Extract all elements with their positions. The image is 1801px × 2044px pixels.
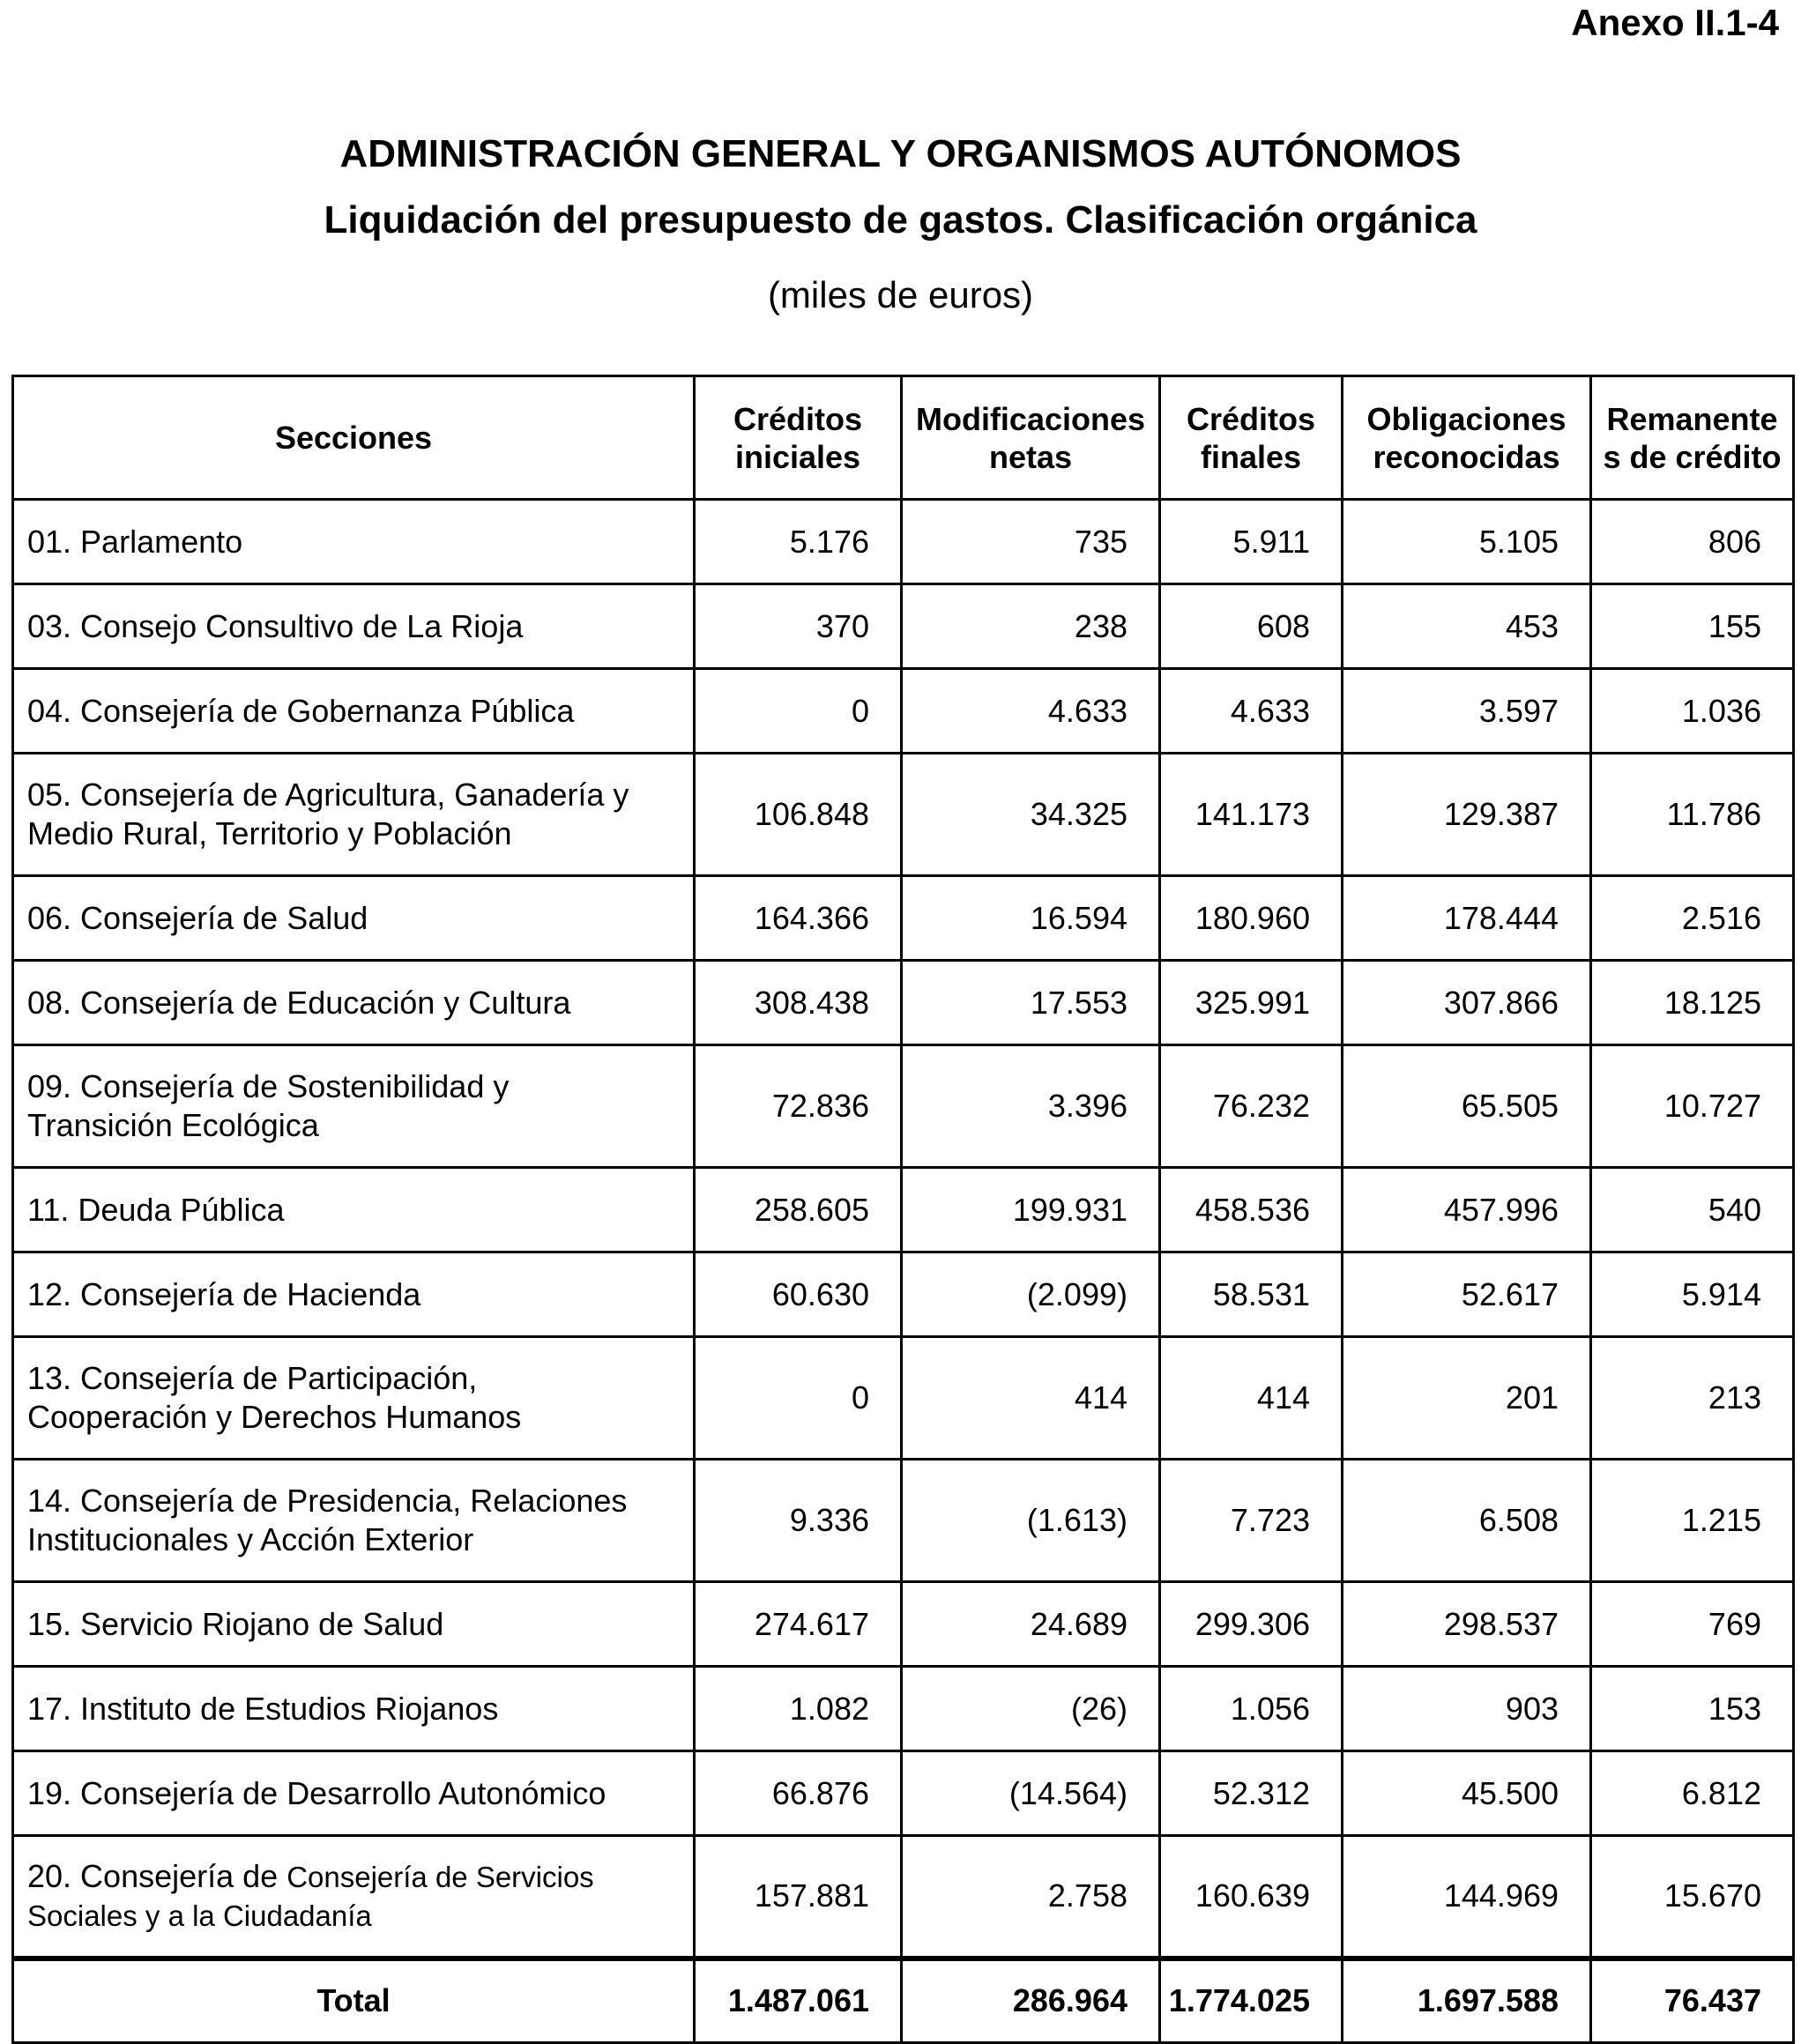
table-row	[13, 1045, 1794, 1168]
seccion-name-text: 06. Consejería de Salud	[27, 899, 368, 936]
obligaciones-reconocidas-cell: 129.387	[1343, 754, 1591, 876]
creditos-iniciales-cell: 0	[695, 1337, 902, 1460]
modificaciones-netas-cell: 17.553	[902, 961, 1160, 1045]
total-creditos-finales: 1.774.025	[1160, 1959, 1343, 2043]
modificaciones-netas-cell: 735	[902, 500, 1160, 584]
total-label: Total	[13, 1959, 695, 2043]
report-title: ADMINISTRACIÓN GENERAL Y ORGANISMOS AUTÓNOMOS	[339, 132, 1462, 175]
seccion-name-text: Medio Rural, Territorio y Población	[27, 815, 512, 851]
remanentes-credito-cell: 540	[1591, 1168, 1794, 1252]
creditos-iniciales-cell: 164.366	[695, 876, 902, 961]
creditos-iniciales-cell: 258.605	[695, 1168, 902, 1252]
creditos-iniciales-cell: 5.176	[695, 500, 902, 584]
obligaciones-reconocidas-cell: 45.500	[1343, 1751, 1591, 1836]
seccion-name-text: 03. Consejo Consultivo de La Rioja	[27, 607, 524, 644]
annex-label: Anexo II.1-4	[1571, 2, 1779, 43]
creditos-finales-cell: 299.306	[1160, 1582, 1343, 1667]
header-text: Créditos	[1186, 400, 1316, 437]
header-text: iniciales	[734, 438, 861, 475]
units-note: (miles de euros)	[767, 274, 1034, 316]
table-row	[13, 876, 1794, 961]
obligaciones-reconocidas-cell: 65.505	[1343, 1045, 1591, 1168]
report-subtitle: Liquidación del presupuesto de gastos. Clasificación orgánica	[324, 198, 1477, 242]
header-text: Remanente	[1606, 400, 1778, 437]
total-remanentes-credito: 76.437	[1591, 1959, 1794, 2043]
seccion-name	[13, 500, 695, 584]
creditos-finales-cell: 5.911	[1160, 500, 1343, 584]
table-row	[13, 1836, 1794, 1959]
seccion-name-prefix: 20. Consejería de	[27, 1857, 287, 1894]
seccion-name-text: 01. Parlamento	[27, 523, 243, 560]
remanentes-credito-cell: 5.914	[1591, 1252, 1794, 1337]
remanentes-credito-cell: 153	[1591, 1667, 1794, 1751]
seccion-name-text: 09. Consejería de Sostenibilidad y	[27, 1068, 510, 1104]
creditos-finales-cell: 414	[1160, 1337, 1343, 1460]
seccion-name	[13, 1836, 695, 1959]
seccion-name-text: 17. Instituto de Estudios Riojanos	[27, 1690, 499, 1727]
obligaciones-reconocidas-cell: 298.537	[1343, 1582, 1591, 1667]
seccion-name-text: Transición Ecológica	[27, 1107, 319, 1143]
obligaciones-reconocidas-cell: 5.105	[1343, 500, 1591, 584]
header-creditos-finales	[1160, 376, 1343, 500]
creditos-finales-cell: 160.639	[1160, 1836, 1343, 1959]
seccion-name-text	[27, 1857, 684, 1897]
header-text: s de crédito	[1603, 438, 1782, 475]
modificaciones-netas-cell: 24.689	[902, 1582, 1160, 1667]
modificaciones-netas-cell: 16.594	[902, 876, 1160, 961]
seccion-name	[13, 1460, 695, 1582]
header-row	[13, 376, 1794, 500]
modificaciones-netas-cell: 199.931	[902, 1168, 1160, 1252]
creditos-iniciales-cell: 308.438	[695, 961, 902, 1045]
header-text: reconocidas	[1373, 438, 1560, 475]
seccion-name	[13, 669, 695, 754]
table-row	[13, 669, 1794, 754]
creditos-iniciales-cell: 0	[695, 669, 902, 754]
header-modificaciones-netas	[902, 376, 1160, 500]
seccion-name	[13, 584, 695, 669]
header-creditos-iniciales	[695, 376, 902, 500]
creditos-finales-cell: 52.312	[1160, 1751, 1343, 1836]
table-row	[13, 1667, 1794, 1751]
seccion-name	[13, 1582, 695, 1667]
header-text: Obligaciones	[1366, 400, 1567, 437]
modificaciones-netas-cell: (2.099)	[902, 1252, 1160, 1337]
remanentes-credito-cell: 18.125	[1591, 961, 1794, 1045]
modificaciones-netas-cell: 2.758	[902, 1836, 1160, 1959]
table-row	[13, 961, 1794, 1045]
table-row	[13, 1751, 1794, 1836]
header-text: Créditos	[733, 400, 863, 437]
table-row	[13, 754, 1794, 876]
table-row	[13, 1460, 1794, 1582]
total-modificaciones-netas: 286.964	[902, 1959, 1160, 2043]
creditos-finales-cell: 141.173	[1160, 754, 1343, 876]
creditos-finales-cell: 608	[1160, 584, 1343, 669]
total-creditos-iniciales: 1.487.061	[695, 1959, 902, 2043]
seccion-name-text: 13. Consejería de Participación,	[27, 1360, 478, 1396]
header-obligaciones-reconocidas	[1343, 376, 1591, 500]
total-obligaciones-reconocidas: 1.697.588	[1343, 1959, 1591, 2043]
total-row	[13, 1959, 1794, 2043]
creditos-iniciales-cell: 66.876	[695, 1751, 902, 1836]
remanentes-credito-cell: 1.215	[1591, 1460, 1794, 1582]
header-text: Modificaciones	[915, 400, 1146, 437]
remanentes-credito-cell: 2.516	[1591, 876, 1794, 961]
seccion-name-text: 12. Consejería de Hacienda	[27, 1275, 421, 1312]
obligaciones-reconocidas-cell: 52.617	[1343, 1252, 1591, 1337]
creditos-iniciales-cell: 9.336	[695, 1460, 902, 1582]
creditos-finales-cell: 325.991	[1160, 961, 1343, 1045]
seccion-name	[13, 1337, 695, 1460]
creditos-iniciales-cell: 370	[695, 584, 902, 669]
seccion-name-text: Sociales y a la Ciudadanía	[27, 1899, 372, 1932]
seccion-name-text: Institucionales y Acción Exterior	[27, 1521, 474, 1557]
seccion-name-text: 05. Consejería de Agricultura, Ganadería y	[27, 777, 629, 813]
obligaciones-reconocidas-cell: 453	[1343, 584, 1591, 669]
obligaciones-reconocidas-cell: 144.969	[1343, 1836, 1591, 1959]
table-row	[13, 1337, 1794, 1460]
creditos-finales-cell: 4.633	[1160, 669, 1343, 754]
seccion-name-text: 19. Consejería de Desarrollo Autonómico	[27, 1774, 607, 1811]
obligaciones-reconocidas-cell: 3.597	[1343, 669, 1591, 754]
obligaciones-reconocidas-cell: 201	[1343, 1337, 1591, 1460]
seccion-name	[13, 1168, 695, 1252]
seccion-name	[13, 754, 695, 876]
seccion-name-text: 15. Servicio Riojano de Salud	[27, 1605, 444, 1642]
remanentes-credito-cell: 15.670	[1591, 1836, 1794, 1959]
creditos-finales-cell: 458.536	[1160, 1168, 1343, 1252]
creditos-finales-cell: 1.056	[1160, 1667, 1343, 1751]
table-row	[13, 1252, 1794, 1337]
seccion-name	[13, 1667, 695, 1751]
modificaciones-netas-cell: 414	[902, 1337, 1160, 1460]
budget-table	[11, 375, 1795, 2044]
remanentes-credito-cell: 11.786	[1591, 754, 1794, 876]
seccion-name-text: Cooperación y Derechos Humanos	[27, 1399, 522, 1435]
obligaciones-reconocidas-cell: 307.866	[1343, 961, 1591, 1045]
table-row	[13, 1582, 1794, 1667]
seccion-name-small: Consejería de Servicios	[287, 1860, 594, 1893]
seccion-name-text: 14. Consejería de Presidencia, Relaciones	[27, 1483, 628, 1519]
seccion-name	[13, 1751, 695, 1836]
header-remanentes-credito	[1591, 376, 1794, 500]
remanentes-credito-cell: 10.727	[1591, 1045, 1794, 1168]
modificaciones-netas-cell: 34.325	[902, 754, 1160, 876]
obligaciones-reconocidas-cell: 6.508	[1343, 1460, 1591, 1582]
modificaciones-netas-cell: 4.633	[902, 669, 1160, 754]
header-text: finales	[1200, 438, 1302, 475]
table-row	[13, 584, 1794, 669]
seccion-name-text: 04. Consejería de Gobernanza Pública	[27, 692, 575, 729]
modificaciones-netas-cell: (1.613)	[902, 1460, 1160, 1582]
seccion-name-text: 11. Deuda Pública	[27, 1191, 285, 1228]
seccion-name	[13, 1252, 695, 1337]
obligaciones-reconocidas-cell: 903	[1343, 1667, 1591, 1751]
remanentes-credito-cell: 155	[1591, 584, 1794, 669]
remanentes-credito-cell: 1.036	[1591, 669, 1794, 754]
creditos-iniciales-cell: 1.082	[695, 1667, 902, 1751]
modificaciones-netas-cell: (26)	[902, 1667, 1160, 1751]
table-row	[13, 500, 1794, 584]
seccion-name	[13, 961, 695, 1045]
modificaciones-netas-cell: 3.396	[902, 1045, 1160, 1168]
creditos-iniciales-cell: 274.617	[695, 1582, 902, 1667]
creditos-finales-cell: 7.723	[1160, 1460, 1343, 1582]
creditos-finales-cell: 180.960	[1160, 876, 1343, 961]
table-row	[13, 1168, 1794, 1252]
creditos-iniciales-cell: 157.881	[695, 1836, 902, 1959]
seccion-name-text: 08. Consejería de Educación y Cultura	[27, 984, 571, 1021]
creditos-finales-cell: 58.531	[1160, 1252, 1343, 1337]
remanentes-credito-cell: 6.812	[1591, 1751, 1794, 1836]
creditos-iniciales-cell: 60.630	[695, 1252, 902, 1337]
header-secciones: Secciones	[13, 376, 695, 500]
creditos-iniciales-cell: 72.836	[695, 1045, 902, 1168]
seccion-name	[13, 876, 695, 961]
remanentes-credito-cell: 806	[1591, 500, 1794, 584]
obligaciones-reconocidas-cell: 178.444	[1343, 876, 1591, 961]
remanentes-credito-cell: 769	[1591, 1582, 1794, 1667]
modificaciones-netas-cell: 238	[902, 584, 1160, 669]
modificaciones-netas-cell: (14.564)	[902, 1751, 1160, 1836]
creditos-iniciales-cell: 106.848	[695, 754, 902, 876]
creditos-finales-cell: 76.232	[1160, 1045, 1343, 1168]
header-text: netas	[988, 438, 1073, 475]
obligaciones-reconocidas-cell: 457.996	[1343, 1168, 1591, 1252]
remanentes-credito-cell: 213	[1591, 1337, 1794, 1460]
seccion-name	[13, 1045, 695, 1168]
